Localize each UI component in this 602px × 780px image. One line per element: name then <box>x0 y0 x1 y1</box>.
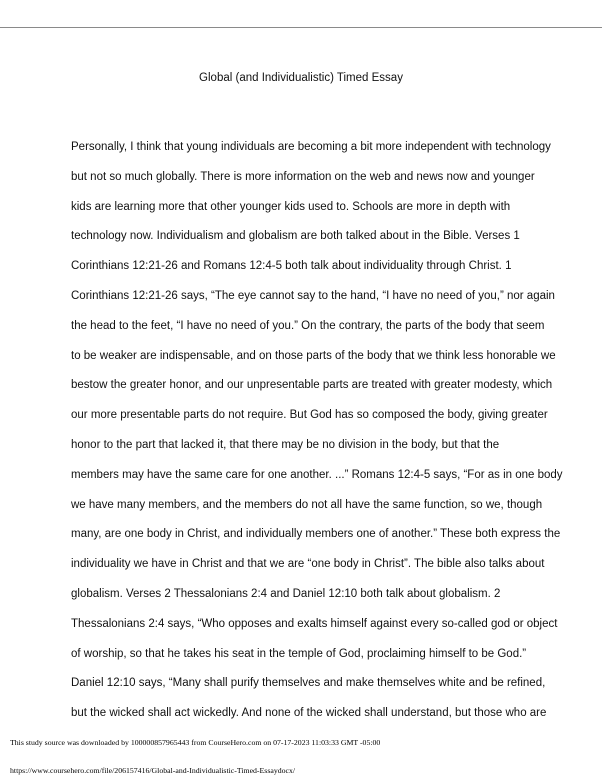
essay-body <box>71 139 563 735</box>
essay-line: kids are learning more that other younger kids used to. Schools are more in depth with <box>71 200 511 213</box>
essay-line: Corinthians 12:21-26 says, “The eye cannot say to the hand, “I have no need of you,” nor again <box>71 289 555 302</box>
essay-line: technology now. Individualism and globalism are both talked about in the Bible. Verses 1 <box>71 230 520 243</box>
essay-line: Daniel 12:10 says, “Many shall purify themselves and make themselves white and be refined, <box>71 677 546 690</box>
essay-line: but not so much globally. There is more information on the web and news now and younger <box>71 170 535 183</box>
essay-line: to be weaker are indispensable, and on those parts of the body that we think less honorable we <box>71 349 556 362</box>
essay-line: the head to the feet, “I have no need of you.” On the contrary, the parts of the body that seem <box>71 319 545 332</box>
essay-line: Thessalonians 2:4 says, “Who opposes and exalts himself against every so-called god or object <box>71 617 558 630</box>
essay-line: globalism. Verses 2 Thessalonians 2:4 and Daniel 12:10 both talk about globalism. 2 <box>71 587 501 600</box>
essay-line: honor to the part that lacked it, that there may be no division in the body, but that the <box>71 438 500 451</box>
source-url[interactable]: https://www.coursehero.com/file/206157416/Global-and-Individualistic-Timed-Essaydocx/ <box>10 766 296 775</box>
essay-line: Corinthians 12:21-26 and Romans 12:4-5 both talk about individuality through Christ. 1 <box>71 260 512 273</box>
essay-line: our more presentable parts do not require. But God has so composed the body, giving greater <box>71 409 548 422</box>
top-divider <box>0 27 602 28</box>
essay-line: members may have the same care for one another. ...” Romans 12:4-5 says, “For as in one body <box>71 468 563 481</box>
essay-line: bestow the greater honor, and our unpresentable parts are treated with greater modesty, which <box>71 379 553 392</box>
essay-line: of worship, so that he takes his seat in the temple of God, proclaiming himself to be God.” <box>71 647 527 660</box>
essay-title: Global (and Individualistic) Timed Essay <box>199 72 403 84</box>
essay-line: Personally, I think that young individuals are becoming a bit more independent with technology <box>71 141 551 153</box>
essay-line: many, are one body in Christ, and individually members one of another.” These both express the <box>71 528 561 541</box>
essay-line: individuality we have in Christ and that we are “one body in Christ”. The bible also talks about <box>71 558 545 571</box>
download-source-note: This study source was downloaded by 100000857965443 from CourseHero.com on 07-17-2023 11:03:33 GMT -05:00 <box>10 738 381 747</box>
essay-line: we have many members, and the members do not all have the same function, so we, though <box>71 498 543 511</box>
essay-line: but the wicked shall act wickedly. And none of the wicked shall understand, but those who are <box>71 707 547 720</box>
